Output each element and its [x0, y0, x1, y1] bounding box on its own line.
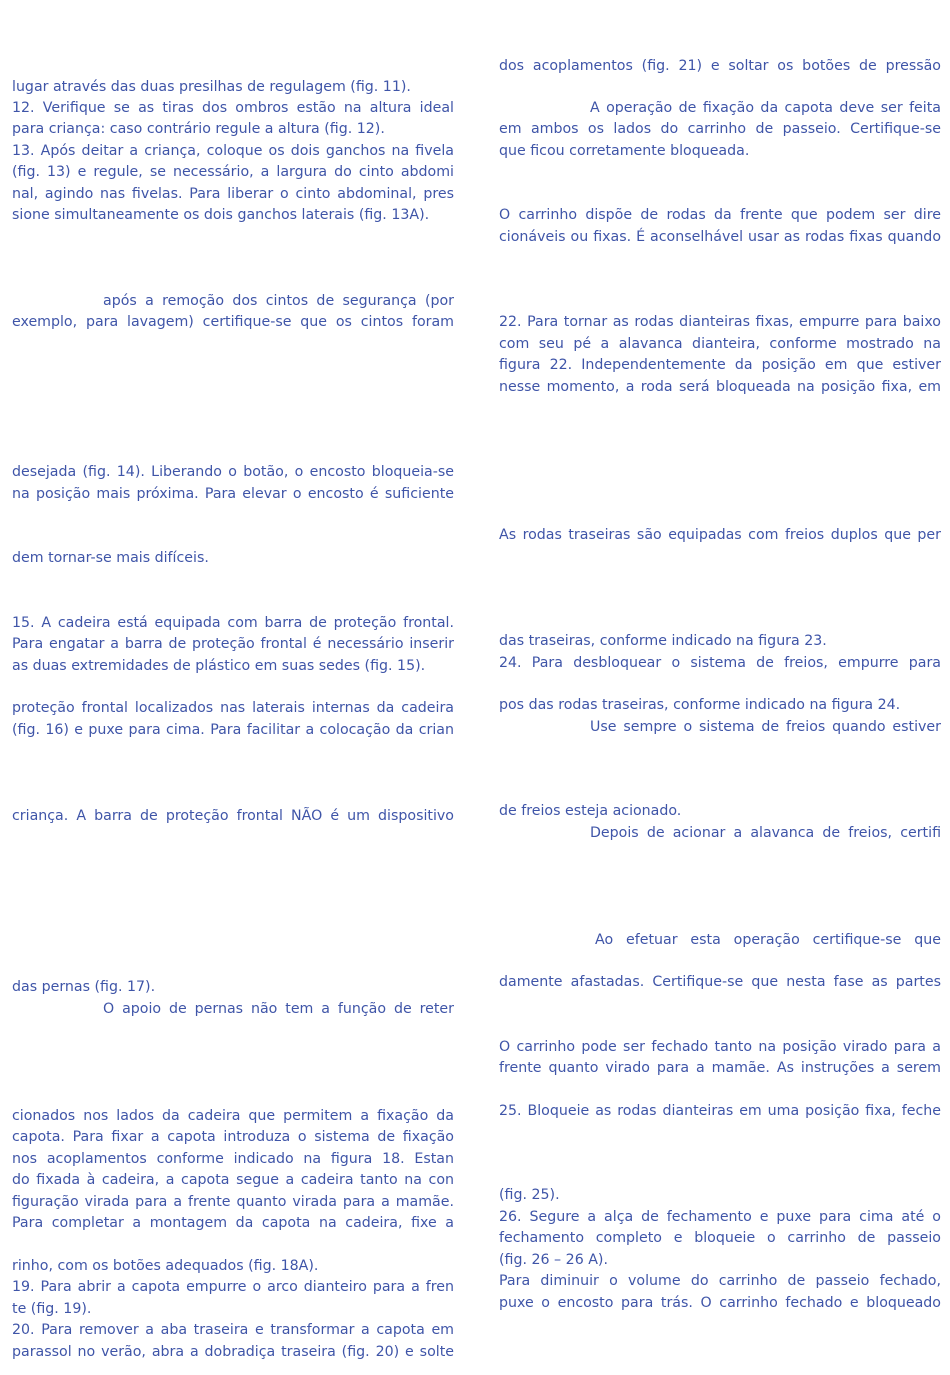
text-line: 25. Bloqueie as rodas dianteiras em uma posição fixa, feche: [499, 1103, 941, 1119]
text-line: cionados nos lados da cadeira que permitem a fixação da: [12, 1108, 454, 1124]
text-line: na posição mais próxima. Para elevar o encosto é suficiente: [12, 486, 454, 502]
text-line: dos acoplamentos (fig. 21) e soltar os botões de pressão: [499, 58, 941, 74]
text-line: cionáveis ou fixas. É aconselhável usar as rodas fixas quando: [499, 229, 941, 245]
text-line: de freios esteja acionado.: [499, 803, 682, 819]
text-line: capota. Para fixar a capota introduza o sistema de fixação: [12, 1129, 454, 1145]
text-line: Use sempre o sistema de freios quando estiver: [590, 719, 941, 735]
text-line: parassol no verão, abra a dobradiça traseira (fig. 20) e solte: [12, 1344, 454, 1360]
text-line: (fig. 13) e regule, se necessário, a largura do cinto abdomi: [12, 164, 454, 180]
text-line: 20. Para remover a aba traseira e transformar a capota em: [12, 1322, 454, 1338]
text-line: puxe o encosto para trás. O carrinho fechado e bloqueado: [499, 1295, 941, 1311]
text-line: pos das rodas traseiras, conforme indicado na figura 24.: [499, 697, 901, 713]
text-line: (fig. 16) e puxe para cima. Para facilitar a colocação da crian: [12, 722, 454, 738]
text-line: 12. Verifique se as tiras dos ombros estão na altura ideal: [12, 100, 454, 116]
text-line: figura 22. Independentemente da posição em que estiver: [499, 357, 941, 373]
text-line: que ficou corretamente bloqueada.: [499, 143, 750, 159]
text-line: Ao efetuar esta operação certifique-se que: [595, 932, 941, 948]
text-line: A operação de fixação da capota deve ser feita: [590, 100, 941, 116]
text-line: O carrinho dispõe de rodas da frente que podem ser dire: [499, 207, 941, 223]
text-line: criança. A barra de proteção frontal NÃO é um dispositivo: [12, 808, 454, 824]
text-line: (fig. 25).: [499, 1187, 560, 1203]
text-line: para criança: caso contrário regule a altura (fig. 12).: [12, 121, 385, 137]
text-line: Para diminuir o volume do carrinho de passeio fechado,: [499, 1273, 941, 1289]
text-line: lugar através das duas presilhas de regulagem (fig. 11).: [12, 79, 411, 95]
text-line: com seu pé a alavanca dianteira, conforme mostrado na: [499, 336, 941, 352]
text-line: as duas extremidades de plástico em suas sedes (fig. 15).: [12, 658, 426, 674]
text-line: 24. Para desbloquear o sistema de freios, empurre para: [499, 655, 941, 671]
text-line: O carrinho pode ser fechado tanto na posição virado para a: [499, 1039, 941, 1055]
text-line: damente afastadas. Certifique-se que nesta fase as partes: [499, 974, 941, 990]
text-line: Depois de acionar a alavanca de freios, certifi: [590, 825, 941, 841]
text-line: te (fig. 19).: [12, 1301, 92, 1317]
text-line: frente quanto virado para a mamãe. As instruções a serem: [499, 1060, 941, 1076]
text-line: figuração virada para a frente quanto virada para a mamãe.: [12, 1194, 454, 1210]
text-line: das pernas (fig. 17).: [12, 979, 156, 995]
text-line: Para engatar a barra de proteção frontal é necessário inserir: [12, 636, 454, 652]
text-line: O apoio de pernas não tem a função de reter: [103, 1001, 454, 1017]
text-line: após a remoção dos cintos de segurança (por: [103, 293, 454, 309]
text-line: desejada (fig. 14). Liberando o botão, o encosto bloqueia-se: [12, 464, 454, 480]
text-line: nal, agindo nas fivelas. Para liberar o cinto abdominal, pres: [12, 186, 454, 202]
text-line: 15. A cadeira está equipada com barra de proteção frontal.: [12, 615, 454, 631]
text-line: nos acoplamentos conforme indicado na figura 18. Estan: [12, 1151, 454, 1167]
text-line: fechamento completo e bloqueie o carrinho de passeio: [499, 1230, 941, 1246]
text-line: das traseiras, conforme indicado na figura 23.: [499, 633, 827, 649]
text-line: (fig. 26 – 26 A).: [499, 1252, 608, 1268]
text-line: 19. Para abrir a capota empurre o arco dianteiro para a fren: [12, 1279, 454, 1295]
text-line: As rodas traseiras são equipadas com freios duplos que per: [499, 527, 941, 543]
text-line: dem tornar-se mais difíceis.: [12, 550, 209, 566]
text-line: proteção frontal localizados nas laterais internas da cadeira: [12, 700, 454, 716]
text-line: Para completar a montagem da capota na cadeira, fixe a: [12, 1215, 454, 1231]
text-line: 22. Para tornar as rodas dianteiras fixas, empurre para baixo: [499, 314, 941, 330]
text-line: nesse momento, a roda será bloqueada na posição fixa, em: [499, 379, 941, 395]
text-line: 26. Segure a alça de fechamento e puxe para cima até o: [499, 1209, 941, 1225]
text-line: em ambos os lados do carrinho de passeio. Certifique-se: [499, 121, 941, 137]
text-line: rinho, com os botões adequados (fig. 18A).: [12, 1258, 319, 1274]
text-line: exemplo, para lavagem) certifique-se que os cintos foram: [12, 314, 454, 330]
text-line: sione simultaneamente os dois ganchos laterais (fig. 13A).: [12, 207, 430, 223]
text-line: 13. Após deitar a criança, coloque os dois ganchos na fivela: [12, 143, 454, 159]
text-line: do fixada à cadeira, a capota segue a cadeira tanto na con: [12, 1172, 454, 1188]
